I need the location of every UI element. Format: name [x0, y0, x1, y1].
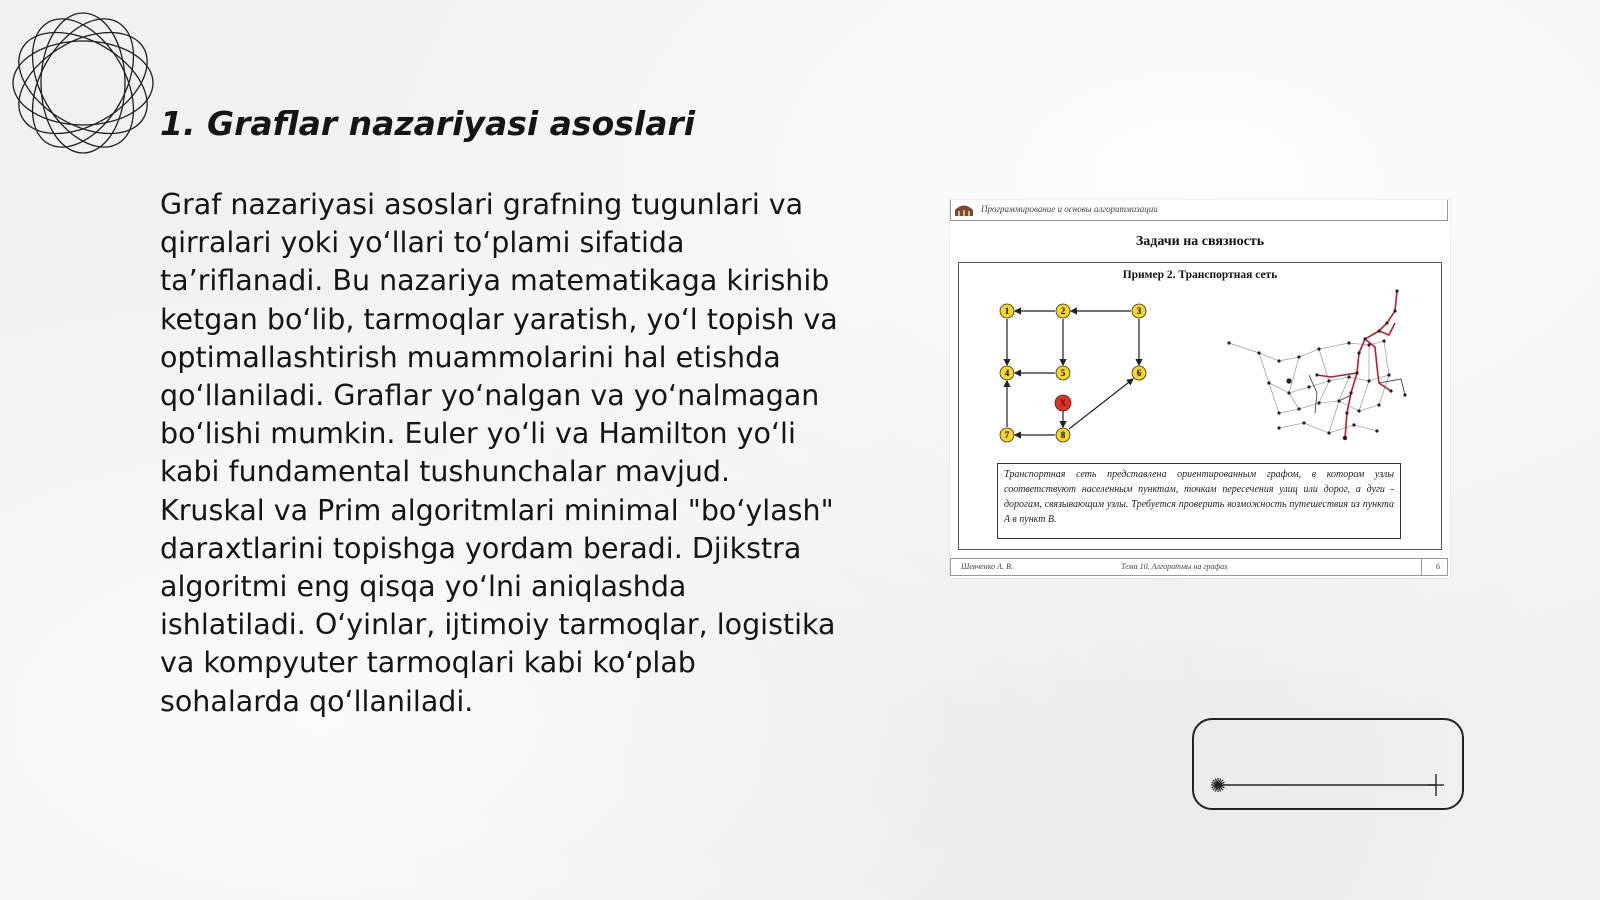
- slide-footer-author: Шевченко А. В.: [961, 562, 1013, 571]
- slide-title: Задачи на связность: [1135, 234, 1265, 249]
- page-title: 1. Graflar nazariyasi asoslari: [160, 104, 696, 143]
- slide-page-box: [1421, 559, 1449, 576]
- svg-text:2: 2: [1060, 306, 1066, 316]
- starburst-line-icon: [1206, 772, 1454, 798]
- example-title: Пример 2. Транспортная сеть: [1122, 269, 1278, 281]
- graph-node-3: [1132, 304, 1146, 318]
- slide-header-text: Программирование и основы алгоритмизации: [981, 204, 1158, 214]
- decorative-rounded-box: [1192, 718, 1464, 810]
- svg-text:1: 1: [1004, 306, 1010, 316]
- example-frame: [958, 262, 1442, 550]
- slide-caption: Транспортная сеть представлена ориентированным графом, в котором узлы соответствуют населенным пунктам, точкам пересечения улиц или дорог, а дуги - дорогам, связывающим узлы. Требуется проверить возможность путешествия из пункта A в пункт B.: [997, 463, 1401, 539]
- graph-node-5: [1056, 366, 1070, 380]
- embedded-slide-image: [950, 200, 1450, 578]
- svg-text:6: 6: [1136, 368, 1142, 378]
- graph-node-6: [1132, 366, 1146, 380]
- slide-page-number: 6: [1436, 562, 1440, 571]
- slide-header: [950, 200, 1448, 221]
- edge-8-6: [1069, 379, 1133, 429]
- spirograph-logo-icon: [8, 8, 158, 158]
- graph-node-2: [1056, 304, 1070, 318]
- svg-text:5: 5: [1060, 368, 1066, 378]
- directed-graph-diagram: [989, 295, 1189, 445]
- transport-network-map: [1219, 283, 1439, 453]
- graph-node-4: [1000, 366, 1014, 380]
- svg-text:8: 8: [1060, 430, 1066, 440]
- slide-footer: [950, 558, 1448, 576]
- graph-node-blocked: [1055, 395, 1071, 411]
- svg-text:7: 7: [1004, 430, 1010, 440]
- svg-text:X: X: [1059, 398, 1067, 408]
- university-emblem-icon: [954, 203, 974, 217]
- svg-text:4: 4: [1004, 368, 1010, 378]
- graph-node-8: [1056, 428, 1070, 442]
- slide-footer-topic: Тема 10. Алгоритмы на графах: [1121, 562, 1228, 571]
- graph-node-7: [1000, 428, 1014, 442]
- body-paragraph: Graf nazariyasi asoslari grafning tugunlari va qirralari yoki yo‘llari to‘plami sifatida ta’riflanadi. Bu nazariya matematikaga kirishib ketgan bo‘lib, tarmoqlar yaratish, yo‘l topish va optimallashtirish muammolarini hal etishda qo‘llaniladi. Graflar yo‘nalgan va yo‘nalmagan bo‘lishi mumkin. Euler yo‘li va Hamilton yo‘li kabi fundamental tushunchalar mavjud. Kruskal va Prim algoritmlari minimal "bo‘ylash" daraxtlarini topishga yordam beradi. Djikstra algoritmi eng qisqa yo‘lni aniqlashda ishlatiladi. O‘yinlar, ijtimoiy tarmoqlar, logistika va kompyuter tarmoqlari kabi ko‘plab sohalarda qo‘llaniladi.: [160, 188, 838, 718]
- svg-text:3: 3: [1136, 306, 1142, 316]
- graph-node-1: [1000, 304, 1014, 318]
